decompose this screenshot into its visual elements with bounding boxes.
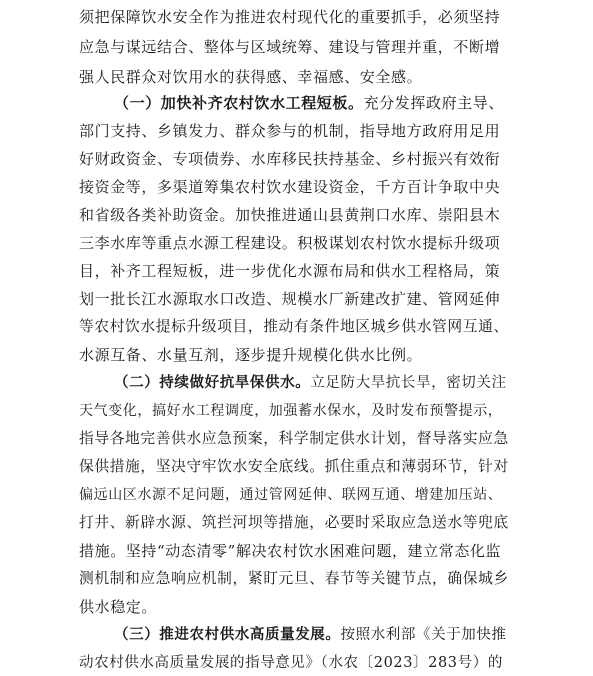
- section-heading: （一）加快补齐农村饮水工程短板。: [114, 94, 364, 112]
- body-text-line: 应急与谋远结合、整体与区域统筹、建设与管理并重，不断增: [79, 38, 501, 56]
- body-text-line: 接资金等，多渠道筹集农村饮水建设资金，千方百计争取中央: [79, 178, 501, 196]
- body-text-line: 好财政资金、专项债券、水库移民扶持基金、乡村振兴有效衔: [79, 150, 501, 168]
- body-text-line: 水源互备、水量互剂，逐步提升规模化供水比例。: [79, 346, 423, 364]
- body-text-line: 测机制和应急响应机制，紧盯元旦、春节等关键节点，确保城乡: [79, 570, 509, 587]
- body-text-line: 等农村饮水提标升级项目，推动有条件地区城乡供水管网互通、: [79, 318, 509, 335]
- body-text-line: 目，补齐工程短板，进一步优化水源布局和供水工程格局，策: [79, 262, 501, 280]
- body-text-line: 偏远山区水源不足问题，通过管网延伸、联网互通、增建加压站、: [79, 487, 503, 503]
- body-text-run: 按照水利部《关于加快推: [340, 627, 507, 643]
- section-heading-line: [114, 370, 509, 396]
- body-text-line: 划一批长江水源取水口改造、规模水厂新建改扩建、管网延伸: [79, 290, 501, 308]
- body-text-line: 强人民群众对饮用水的获得感、幸福感、安全感。: [79, 68, 423, 86]
- body-text-line: 指导各地完善供水应急预案，科学制定供水计划，督导落实应急: [79, 430, 509, 447]
- section-heading-line: [114, 90, 509, 116]
- section-heading: （二）持续做好抗旱保供水。: [114, 374, 311, 391]
- body-text-line: 天气变化，搞好水工程调度，加强蓄水保水，及时发布预警提示，: [79, 403, 503, 419]
- body-text-line: 供水稳定。: [79, 598, 158, 616]
- section-heading-line: [114, 622, 509, 648]
- body-text-run: 立足防大旱抗长旱，密切关注: [310, 375, 507, 391]
- body-text-line: 须把保障饮水安全作为推进农村现代化的重要抓手，必须坚持: [79, 8, 501, 26]
- body-text-line: 保供措施，坚决守牢饮水安全底线。抓住重点和薄弱环节，针对: [79, 458, 509, 475]
- body-text-line: 部门支持、乡镇发力、群众参与的机制，指导地方政府用足用: [79, 122, 501, 140]
- body-text-line: 和省级各类补助资金。加快推进通山县黄荆口水库、崇阳县木: [79, 206, 501, 224]
- body-text-line: 动农村供水高质量发展的指导意见》（水农〔2023〕283号）的: [79, 655, 503, 671]
- body-text-line: 打井、新辟水源、筑拦河坝等措施，必要时采取应急送水等兜底: [79, 514, 509, 531]
- body-text-run: 充分发挥政府主导、: [363, 94, 505, 112]
- body-text-line: 措施。坚持“动态清零”解决农村饮水困难问题，建立常态化监: [79, 542, 502, 560]
- body-text-line: 三李水库等重点水源工程建设。积极谋划农村饮水提标升级项: [79, 234, 501, 252]
- section-heading: （三）推进农村供水高质量发展。: [114, 626, 341, 643]
